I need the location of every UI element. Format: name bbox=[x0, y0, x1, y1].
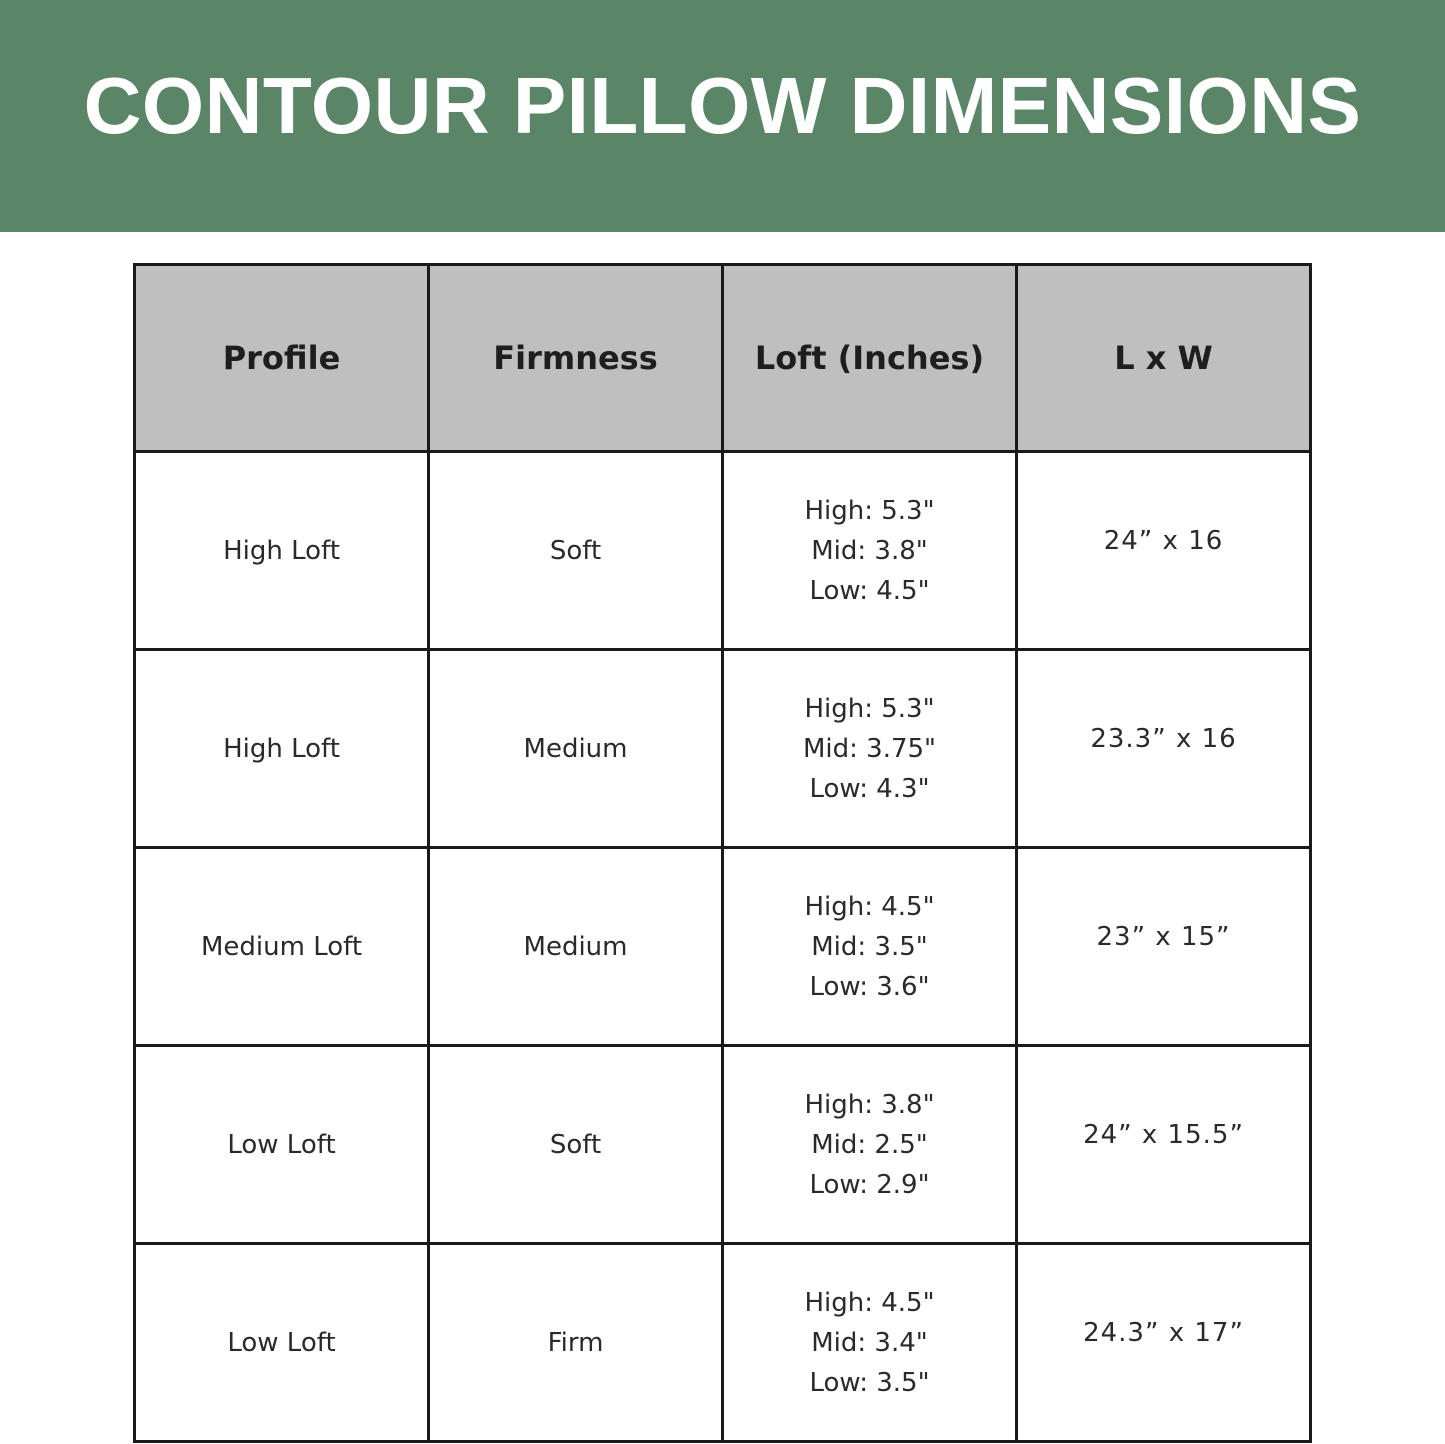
loft-mid: Mid: 2.5" bbox=[811, 1129, 928, 1160]
loft-low: Low: 4.3" bbox=[809, 773, 930, 804]
loft-cell bbox=[723, 1046, 1017, 1244]
title-banner bbox=[0, 0, 1445, 232]
size-value: 24.3” x 17” bbox=[1083, 1317, 1244, 1348]
dimensions-table bbox=[133, 263, 1312, 1443]
table-row bbox=[135, 1244, 1311, 1442]
table-header-row bbox=[135, 265, 1311, 452]
size-value: 24” x 16 bbox=[1103, 525, 1224, 556]
size-cell bbox=[1017, 650, 1311, 848]
loft-cell bbox=[723, 848, 1017, 1046]
loft-cell bbox=[723, 1244, 1017, 1442]
table-row bbox=[135, 1046, 1311, 1244]
loft-low: Low: 3.6" bbox=[809, 971, 930, 1002]
size-value: 23.3” x 16 bbox=[1090, 723, 1237, 754]
table-row bbox=[135, 452, 1311, 650]
loft-low: Low: 4.5" bbox=[809, 575, 930, 606]
profile-cell: Medium Loft bbox=[135, 848, 429, 1046]
size-cell bbox=[1017, 848, 1311, 1046]
loft-mid: Mid: 3.5" bbox=[811, 931, 928, 962]
loft-high: High: 3.8" bbox=[804, 1089, 935, 1120]
table-row bbox=[135, 650, 1311, 848]
firmness-cell: Medium bbox=[429, 848, 723, 1046]
loft-low: Low: 2.9" bbox=[809, 1169, 930, 1200]
header-size: L x W bbox=[1017, 265, 1311, 452]
firmness-cell: Medium bbox=[429, 650, 723, 848]
loft-high: High: 5.3" bbox=[804, 693, 935, 724]
header-profile: Profile bbox=[135, 265, 429, 452]
size-cell bbox=[1017, 1244, 1311, 1442]
profile-cell: High Loft bbox=[135, 650, 429, 848]
loft-mid: Mid: 3.8" bbox=[811, 535, 928, 566]
page-title: CONTOUR PILLOW DIMENSIONS bbox=[83, 61, 1362, 150]
table-row bbox=[135, 848, 1311, 1046]
loft-cell bbox=[723, 452, 1017, 650]
loft-mid: Mid: 3.4" bbox=[811, 1327, 928, 1358]
size-value: 24” x 15.5” bbox=[1083, 1119, 1244, 1150]
size-cell bbox=[1017, 452, 1311, 650]
loft-low: Low: 3.5" bbox=[809, 1367, 930, 1398]
profile-cell: Low Loft bbox=[135, 1244, 429, 1442]
header-loft: Loft (Inches) bbox=[723, 265, 1017, 452]
profile-cell: Low Loft bbox=[135, 1046, 429, 1244]
profile-cell: High Loft bbox=[135, 452, 429, 650]
firmness-cell: Soft bbox=[429, 452, 723, 650]
firmness-cell: Firm bbox=[429, 1244, 723, 1442]
loft-mid: Mid: 3.75" bbox=[802, 733, 937, 764]
loft-high: High: 5.3" bbox=[804, 495, 935, 526]
size-value: 23” x 15” bbox=[1096, 921, 1231, 952]
loft-high: High: 4.5" bbox=[804, 1287, 935, 1318]
firmness-cell: Soft bbox=[429, 1046, 723, 1244]
loft-high: High: 4.5" bbox=[804, 891, 935, 922]
size-cell bbox=[1017, 1046, 1311, 1244]
dimensions-table-container bbox=[133, 263, 1312, 1443]
loft-cell bbox=[723, 650, 1017, 848]
header-firmness: Firmness bbox=[429, 265, 723, 452]
